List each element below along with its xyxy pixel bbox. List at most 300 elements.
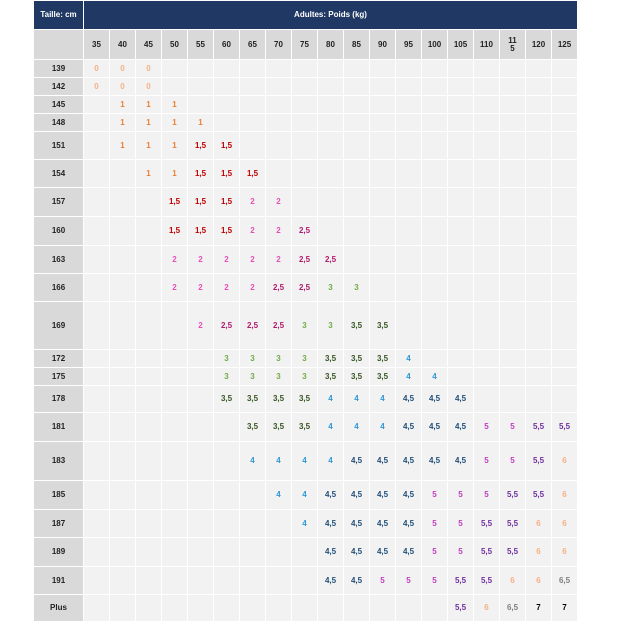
dose-cell — [448, 96, 474, 114]
dose-cell — [214, 595, 240, 622]
dose-cell: 1 — [110, 114, 136, 132]
dose-cell: 3,5 — [370, 302, 396, 350]
dose-cell — [84, 350, 110, 368]
dose-cell — [136, 510, 162, 538]
dose-cell — [552, 78, 578, 96]
height-row-header: 189 — [34, 538, 84, 567]
dose-cell: 4,5 — [344, 481, 370, 510]
dose-cell: 3,5 — [292, 413, 318, 442]
dose-cell — [500, 160, 526, 188]
dose-cell: 5,5 — [526, 481, 552, 510]
dose-cell: 4,5 — [318, 567, 344, 595]
dose-cell: 4 — [318, 442, 344, 481]
table-row — [34, 510, 578, 538]
dose-cell: 5 — [422, 567, 448, 595]
dose-cell — [552, 188, 578, 217]
dose-cell — [84, 160, 110, 188]
dose-cell — [448, 132, 474, 160]
dose-cell — [552, 160, 578, 188]
weight-column-header: 105 — [448, 30, 474, 60]
dose-cell — [422, 302, 448, 350]
dose-cell: 6 — [552, 510, 578, 538]
dose-cell — [318, 114, 344, 132]
dose-cell — [318, 96, 344, 114]
dose-cell — [552, 350, 578, 368]
dose-cell — [214, 481, 240, 510]
dose-cell — [110, 442, 136, 481]
weight-column-header: 50 — [162, 30, 188, 60]
weight-column-header: 120 — [526, 30, 552, 60]
dose-cell — [526, 60, 552, 78]
dose-cell — [526, 217, 552, 246]
dose-cell — [500, 132, 526, 160]
dose-cell — [474, 96, 500, 114]
dose-cell — [266, 538, 292, 567]
dose-cell: 2 — [266, 188, 292, 217]
dose-cell — [500, 188, 526, 217]
dose-cell: 4,5 — [370, 481, 396, 510]
dose-cell — [552, 217, 578, 246]
height-row-header: 166 — [34, 274, 84, 302]
dose-cell — [84, 246, 110, 274]
dose-cell — [84, 567, 110, 595]
dose-cell — [136, 595, 162, 622]
height-row-header: 169 — [34, 302, 84, 350]
dose-cell — [292, 595, 318, 622]
dose-cell — [240, 132, 266, 160]
weight-column-header: 65 — [240, 30, 266, 60]
dose-cell: 5,5 — [500, 481, 526, 510]
dose-cell — [266, 132, 292, 160]
dose-cell: 1,5 — [188, 188, 214, 217]
dose-cell: 2,5 — [318, 246, 344, 274]
dose-cell: 1 — [162, 96, 188, 114]
dose-cell — [188, 386, 214, 413]
dose-cell — [136, 302, 162, 350]
dose-cell: 2,5 — [292, 274, 318, 302]
dose-cell — [292, 78, 318, 96]
dose-cell: 1 — [136, 132, 162, 160]
dose-cell: 2 — [240, 217, 266, 246]
dose-cell: 4,5 — [344, 567, 370, 595]
dose-cell — [370, 60, 396, 78]
dose-cell: 1 — [136, 160, 162, 188]
dose-cell — [318, 132, 344, 160]
dose-cell — [214, 114, 240, 132]
dose-cell — [266, 96, 292, 114]
dose-cell — [500, 350, 526, 368]
dose-cell: 6 — [552, 481, 578, 510]
dose-cell — [552, 132, 578, 160]
dose-cell: 4,5 — [318, 538, 344, 567]
dose-cell: 5,5 — [474, 538, 500, 567]
dose-cell — [110, 350, 136, 368]
dose-cell — [396, 160, 422, 188]
dosage-table — [33, 0, 578, 622]
table-row — [34, 217, 578, 246]
dose-cell — [110, 302, 136, 350]
dose-cell — [474, 60, 500, 78]
dose-cell — [110, 567, 136, 595]
dose-cell: 6,5 — [500, 595, 526, 622]
dose-cell — [500, 96, 526, 114]
dose-cell — [474, 132, 500, 160]
dose-cell — [292, 188, 318, 217]
dose-cell: 4,5 — [396, 413, 422, 442]
dose-cell — [188, 510, 214, 538]
dose-cell: 3,5 — [240, 413, 266, 442]
height-row-header: 154 — [34, 160, 84, 188]
dose-cell: 1,5 — [214, 217, 240, 246]
dose-cell — [188, 368, 214, 386]
dose-cell: 4 — [318, 386, 344, 413]
dose-cell — [136, 538, 162, 567]
dose-cell: 2,5 — [266, 302, 292, 350]
dose-cell — [526, 160, 552, 188]
dose-cell — [240, 538, 266, 567]
dose-cell — [552, 386, 578, 413]
dose-cell: 3 — [292, 368, 318, 386]
dose-cell: 6 — [500, 567, 526, 595]
dosage-table-wrapper — [33, 0, 578, 622]
dose-cell: 3 — [214, 368, 240, 386]
dose-cell — [162, 538, 188, 567]
dose-cell — [552, 302, 578, 350]
dose-cell — [110, 246, 136, 274]
dose-cell — [188, 481, 214, 510]
dose-cell: 4 — [292, 442, 318, 481]
dose-cell — [162, 60, 188, 78]
dose-cell — [162, 78, 188, 96]
dose-cell — [188, 567, 214, 595]
dose-cell: 6 — [474, 595, 500, 622]
dose-cell — [136, 350, 162, 368]
dose-cell: 4,5 — [318, 481, 344, 510]
dose-cell — [396, 217, 422, 246]
dose-cell: 4,5 — [370, 442, 396, 481]
table-row — [34, 114, 578, 132]
dose-cell — [110, 386, 136, 413]
dose-cell — [552, 96, 578, 114]
dose-cell: 6 — [526, 510, 552, 538]
dose-cell — [266, 78, 292, 96]
dose-cell: 4 — [318, 413, 344, 442]
dose-cell — [292, 60, 318, 78]
dose-cell: 4 — [240, 442, 266, 481]
dose-cell — [292, 96, 318, 114]
dose-cell — [448, 302, 474, 350]
dose-cell: 5 — [396, 567, 422, 595]
dose-cell — [214, 78, 240, 96]
dose-cell — [422, 96, 448, 114]
dose-cell: 1,5 — [162, 217, 188, 246]
dose-cell — [422, 114, 448, 132]
dose-cell: 5,5 — [526, 413, 552, 442]
dose-cell: 1,5 — [188, 132, 214, 160]
dose-cell — [214, 413, 240, 442]
dose-cell: 0 — [136, 78, 162, 96]
dose-cell: 4 — [370, 386, 396, 413]
dose-cell — [240, 114, 266, 132]
dose-cell: 3 — [266, 368, 292, 386]
dose-cell — [448, 350, 474, 368]
dose-cell: 4 — [344, 413, 370, 442]
dose-cell: 3 — [214, 350, 240, 368]
dose-cell: 4,5 — [344, 442, 370, 481]
dose-cell: 2,5 — [292, 246, 318, 274]
dose-cell: 3 — [240, 368, 266, 386]
dose-cell — [188, 350, 214, 368]
height-row-header: 160 — [34, 217, 84, 246]
dose-cell — [318, 160, 344, 188]
dose-cell — [162, 481, 188, 510]
dose-cell — [240, 60, 266, 78]
dose-cell — [84, 217, 110, 246]
dose-cell: 2 — [188, 246, 214, 274]
dose-cell — [136, 188, 162, 217]
dose-cell: 3,5 — [266, 413, 292, 442]
dose-cell — [422, 217, 448, 246]
dose-cell — [448, 188, 474, 217]
dose-cell — [214, 60, 240, 78]
dose-cell: 3,5 — [344, 368, 370, 386]
dose-cell: 1,5 — [240, 160, 266, 188]
table-row — [34, 567, 578, 595]
table-row — [34, 274, 578, 302]
dose-cell — [110, 188, 136, 217]
height-row-header: 175 — [34, 368, 84, 386]
height-row-header: 145 — [34, 96, 84, 114]
dose-cell — [162, 368, 188, 386]
dose-cell — [266, 114, 292, 132]
dose-cell: 3 — [266, 350, 292, 368]
dose-cell: 4,5 — [344, 510, 370, 538]
dose-cell: 4 — [396, 350, 422, 368]
dose-cell: 5 — [422, 510, 448, 538]
table-row — [34, 386, 578, 413]
dose-cell — [396, 114, 422, 132]
dose-cell — [448, 368, 474, 386]
dose-cell — [84, 188, 110, 217]
dose-cell: 5,5 — [474, 510, 500, 538]
dose-cell — [266, 595, 292, 622]
dose-cell — [266, 510, 292, 538]
dose-cell: 3,5 — [214, 386, 240, 413]
dose-cell — [110, 368, 136, 386]
dose-cell: 5,5 — [448, 595, 474, 622]
dose-cell — [110, 413, 136, 442]
dose-cell — [370, 114, 396, 132]
dose-cell — [526, 302, 552, 350]
dose-cell: 5,5 — [500, 510, 526, 538]
dose-cell — [396, 302, 422, 350]
dose-cell — [240, 567, 266, 595]
dose-cell — [474, 188, 500, 217]
dose-cell — [110, 217, 136, 246]
dose-cell — [240, 510, 266, 538]
dose-cell: 5 — [474, 481, 500, 510]
dose-cell: 3,5 — [318, 368, 344, 386]
dose-cell: 4 — [266, 481, 292, 510]
dose-cell: 1,5 — [188, 217, 214, 246]
dose-cell: 5 — [422, 538, 448, 567]
dose-cell — [344, 78, 370, 96]
dose-cell — [474, 78, 500, 96]
dose-cell: 2,5 — [214, 302, 240, 350]
dose-cell: 3,5 — [370, 350, 396, 368]
dose-cell — [448, 114, 474, 132]
dose-cell — [84, 413, 110, 442]
dose-cell — [292, 567, 318, 595]
dose-cell — [136, 246, 162, 274]
dose-cell — [474, 217, 500, 246]
dose-cell — [344, 246, 370, 274]
dose-cell — [292, 114, 318, 132]
dose-cell — [344, 60, 370, 78]
weight-column-header: 35 — [84, 30, 110, 60]
dose-cell — [370, 96, 396, 114]
dose-cell — [110, 160, 136, 188]
dose-cell — [84, 481, 110, 510]
dose-cell — [422, 78, 448, 96]
dose-cell — [370, 188, 396, 217]
dose-cell: 4 — [370, 413, 396, 442]
dose-cell: 3,5 — [240, 386, 266, 413]
dose-cell — [214, 510, 240, 538]
dose-cell: 1 — [110, 132, 136, 160]
dose-cell — [448, 246, 474, 274]
height-row-header: 151 — [34, 132, 84, 160]
dose-cell — [162, 510, 188, 538]
title-row — [34, 1, 578, 30]
dose-cell — [240, 481, 266, 510]
dose-cell — [318, 188, 344, 217]
dose-cell: 2 — [240, 246, 266, 274]
dose-cell: 1 — [110, 96, 136, 114]
weight-column-header: 60 — [214, 30, 240, 60]
dose-cell — [136, 386, 162, 413]
dose-cell — [370, 132, 396, 160]
dose-cell: 5 — [474, 413, 500, 442]
dose-cell: 3 — [318, 302, 344, 350]
height-row-header: 163 — [34, 246, 84, 274]
dose-cell — [188, 96, 214, 114]
dose-cell — [552, 246, 578, 274]
dose-cell — [422, 274, 448, 302]
dose-cell: 3,5 — [266, 386, 292, 413]
dose-cell — [526, 350, 552, 368]
dose-cell — [136, 217, 162, 246]
dose-cell — [422, 246, 448, 274]
dose-cell — [344, 217, 370, 246]
dose-cell — [552, 60, 578, 78]
dose-cell — [136, 481, 162, 510]
dose-cell — [188, 60, 214, 78]
weight-column-header: 40 — [110, 30, 136, 60]
dose-cell: 4,5 — [448, 442, 474, 481]
weight-header: Adultes: Poids (kg) — [84, 1, 578, 30]
dose-cell: 5,5 — [526, 442, 552, 481]
dose-cell — [422, 60, 448, 78]
dose-cell — [110, 274, 136, 302]
dose-cell — [552, 274, 578, 302]
dose-cell: 4,5 — [448, 413, 474, 442]
dose-cell: 6 — [526, 538, 552, 567]
dose-cell — [422, 595, 448, 622]
table-row — [34, 96, 578, 114]
dose-cell — [526, 114, 552, 132]
dose-cell: 4 — [422, 368, 448, 386]
dose-cell — [370, 217, 396, 246]
height-row-header: 148 — [34, 114, 84, 132]
dose-cell: 5 — [448, 481, 474, 510]
height-row-header: Plus — [34, 595, 84, 622]
dose-cell: 5,5 — [474, 567, 500, 595]
dose-cell — [188, 442, 214, 481]
dose-cell — [526, 78, 552, 96]
dose-cell: 2,5 — [240, 302, 266, 350]
dose-cell — [84, 302, 110, 350]
dose-cell — [370, 78, 396, 96]
dose-cell: 6 — [552, 538, 578, 567]
dose-cell — [552, 368, 578, 386]
dose-cell — [136, 368, 162, 386]
dose-cell: 1 — [162, 160, 188, 188]
dose-cell — [318, 60, 344, 78]
dose-cell — [552, 114, 578, 132]
dose-cell: 1,5 — [214, 132, 240, 160]
dose-cell: 2 — [214, 246, 240, 274]
dose-cell: 0 — [110, 78, 136, 96]
dose-cell: 4 — [344, 386, 370, 413]
corner-cell — [34, 30, 84, 60]
dose-cell — [240, 96, 266, 114]
dose-cell — [526, 96, 552, 114]
table-row — [34, 538, 578, 567]
dose-cell — [500, 386, 526, 413]
dose-cell: 2,5 — [266, 274, 292, 302]
height-row-header: 178 — [34, 386, 84, 413]
dose-cell: 0 — [84, 60, 110, 78]
dose-cell — [474, 274, 500, 302]
dose-cell — [474, 160, 500, 188]
table-row — [34, 481, 578, 510]
weight-column-header: 75 — [292, 30, 318, 60]
table-row — [34, 78, 578, 96]
dose-cell: 5 — [370, 567, 396, 595]
dose-cell: 4,5 — [318, 510, 344, 538]
dose-cell: 5 — [448, 538, 474, 567]
dose-cell: 4,5 — [370, 510, 396, 538]
weight-column-header: 85 — [344, 30, 370, 60]
dose-cell: 1,5 — [188, 160, 214, 188]
dose-cell: 4,5 — [396, 442, 422, 481]
dose-cell — [110, 538, 136, 567]
dose-cell: 5 — [448, 510, 474, 538]
dose-cell — [214, 442, 240, 481]
dose-cell: 1 — [136, 96, 162, 114]
dose-cell — [162, 386, 188, 413]
dose-cell — [136, 413, 162, 442]
dose-cell — [474, 302, 500, 350]
dose-cell: 3 — [344, 274, 370, 302]
dose-cell — [240, 595, 266, 622]
dose-cell: 0 — [136, 60, 162, 78]
dose-cell: 5,5 — [500, 538, 526, 567]
dose-cell: 2 — [188, 302, 214, 350]
dose-cell — [84, 368, 110, 386]
dose-cell: 1 — [188, 114, 214, 132]
